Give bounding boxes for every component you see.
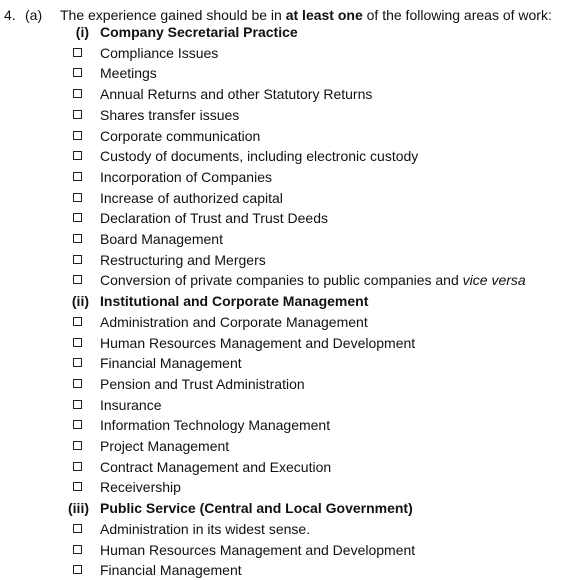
checklist-item-label	[100, 457, 331, 477]
checklist-item-label	[100, 63, 157, 83]
checkbox[interactable]	[73, 151, 82, 160]
section-numeral: (i)	[75, 24, 89, 40]
checklist-item-label	[100, 84, 372, 104]
checkbox[interactable]	[73, 317, 82, 326]
checklist-item-label	[100, 374, 305, 394]
checklist-item-label	[100, 540, 415, 560]
checklist-item-text: Human Resources Management and Development	[100, 541, 416, 558]
question-intro-end: of the following areas of work:	[362, 7, 552, 23]
checklist-item-label	[100, 436, 229, 456]
checklist-item-label	[100, 229, 223, 249]
checkbox[interactable]	[73, 358, 82, 367]
section-title: Institutional and Corporate Management	[100, 293, 369, 310]
checklist-item-label	[100, 250, 266, 270]
checklist-item-label	[100, 270, 526, 290]
checkbox[interactable]	[73, 565, 82, 574]
checklist-item-label	[100, 353, 242, 373]
checklist-item-label	[100, 477, 181, 497]
question-number: 4.	[4, 7, 16, 23]
checklist-item-text: Board Management	[100, 231, 223, 247]
checklist-item-text: Shares transfer issues	[100, 106, 240, 123]
checkbox[interactable]	[73, 193, 82, 202]
checklist-item-label	[100, 333, 415, 353]
checklist-item-text: Contract Management and Execution	[100, 458, 332, 475]
checkbox[interactable]	[73, 68, 82, 77]
checkbox[interactable]	[73, 110, 82, 119]
checkbox[interactable]	[73, 545, 82, 554]
checkbox[interactable]	[73, 482, 82, 491]
checkbox[interactable]	[73, 48, 82, 57]
checklist-item-text: Financial Management	[100, 562, 242, 579]
checklist-item-text: Compliance Issues	[100, 44, 219, 61]
checklist-item-text: Administration in its widest sense.	[100, 520, 311, 537]
checkbox[interactable]	[73, 524, 82, 533]
checklist-item-text: Human Resources Management and Development	[100, 334, 416, 351]
checkbox[interactable]	[73, 400, 82, 409]
checklist-item-text: Administration and Corporate Management	[100, 313, 368, 330]
checklist-item-text: Project Management	[100, 438, 230, 454]
checklist-item-label	[100, 415, 330, 435]
checklist-item-label	[100, 146, 418, 166]
checkbox[interactable]	[73, 234, 82, 243]
checklist-item-label	[100, 105, 239, 125]
checklist-item-label	[100, 126, 260, 146]
checkbox[interactable]	[73, 89, 82, 98]
checkbox[interactable]	[73, 462, 82, 471]
checklist-item-text: Financial Management	[100, 355, 242, 372]
checkbox[interactable]	[73, 379, 82, 388]
checklist-item-label	[100, 167, 272, 187]
question-intro-emphasis: at least one	[285, 7, 363, 23]
checklist-item-text: Restructuring and Mergers	[100, 251, 266, 268]
checklist-item-text: Corporate communication	[100, 127, 261, 144]
checkbox[interactable]	[73, 131, 82, 140]
checklist-item-label	[100, 519, 310, 539]
checklist-item-label	[100, 208, 328, 228]
checklist-item-text: Information Technology Management	[100, 417, 331, 434]
checklist-item-text: Meetings	[100, 65, 157, 82]
checklist-item-text: Incorporation of Companies	[100, 168, 272, 185]
checklist-item-text: Custody of documents, including electronic custody	[100, 148, 419, 165]
checklist-item-text: Increase of authorized capital	[100, 189, 283, 206]
checklist-item-text: Annual Returns and other Statutory Returns	[100, 86, 373, 103]
checklist-item-text: Receivership	[100, 479, 181, 496]
question-subpart: (a)	[25, 7, 43, 23]
checkbox[interactable]	[73, 275, 82, 284]
checkbox[interactable]	[73, 420, 82, 429]
checklist-item-text: Insurance	[100, 396, 162, 413]
checklist-item-label	[100, 188, 283, 208]
checklist-item-label	[100, 312, 368, 332]
checkbox[interactable]	[73, 255, 82, 264]
checklist-item-text: Pension and Trust Administration	[100, 375, 305, 392]
checklist-item-label	[100, 395, 161, 415]
section-numeral: (ii)	[71, 293, 89, 310]
checklist-item-italic-text: vice versa	[462, 272, 526, 289]
checkbox[interactable]	[73, 172, 82, 181]
checkbox[interactable]	[73, 338, 82, 347]
question-intro-start: The experience gained should be in	[60, 7, 286, 23]
section-title: Company Secretarial Practice	[100, 24, 298, 40]
checkbox[interactable]	[73, 441, 82, 450]
checklist-item-label	[100, 560, 242, 580]
checklist-item-label	[100, 43, 218, 63]
checklist-item-text: Declaration of Trust and Trust Deeds	[100, 210, 328, 227]
section-title: Public Service (Central and Local Government)	[100, 500, 413, 517]
checklist-item-text: Conversion of private companies to public companies and	[100, 272, 463, 289]
section-numeral: (iii)	[68, 500, 89, 517]
checkbox[interactable]	[73, 213, 82, 222]
